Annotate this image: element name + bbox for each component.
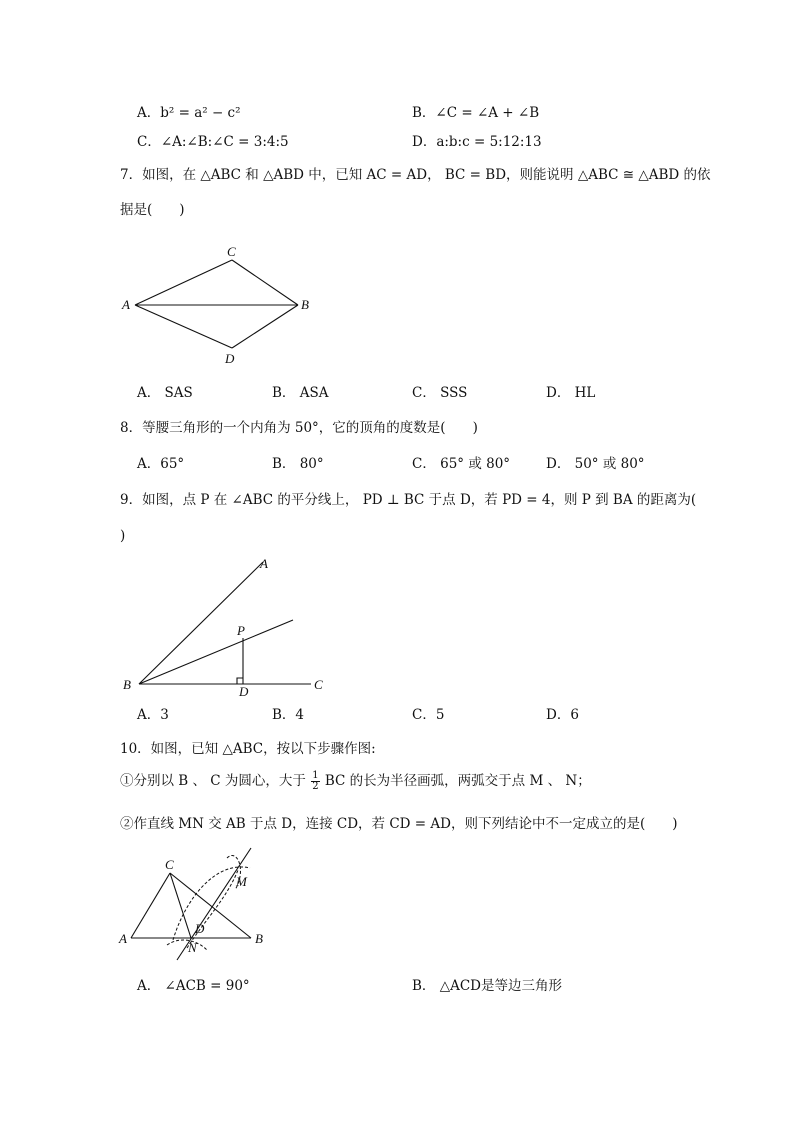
q10-label-d: D — [195, 921, 205, 936]
q6-option-b: B．∠C = ∠A + ∠B — [412, 105, 540, 121]
q7-label-d: D — [225, 351, 235, 366]
q9-stem-line2: ) — [120, 528, 126, 544]
q9-label-a: A — [260, 556, 268, 571]
q7-stem-line2: 据是( ) — [120, 202, 185, 218]
q10-step2: ②作直线 MN 交 AB 于点 D，连接 CD，若 CD = AD，则下列结论中不一定成立的是( ) — [120, 816, 678, 832]
q7-segment-db — [232, 305, 298, 348]
q9-option-c: C．5 — [412, 707, 445, 723]
q7-option-d: D． HL — [546, 385, 596, 401]
q10-option-b: B． △ACD是等边三角形 — [412, 978, 562, 994]
q9-option-b: B．4 — [272, 707, 305, 723]
q7-segment-cb — [232, 260, 298, 305]
q10-stem-line1: 10．如图，已知 △ABC，按以下步骤作图: — [120, 741, 376, 757]
q10-segment-ac — [131, 873, 170, 938]
q7-label-b: B — [301, 297, 309, 312]
q9-option-a: A．3 — [137, 707, 169, 723]
q6-option-a: A．b² = a² − c² — [137, 105, 241, 121]
q7-stem-line1: 7．如图，在 △ABC 和 △ABD 中，已知 AC = AD， BC = BD，则能说明 △ABC ≅ △ABD 的依 — [120, 167, 711, 183]
q7-segment-ad — [135, 305, 232, 348]
q8-option-d: D． 50° 或 80° — [546, 456, 645, 472]
q9-option-d: D．6 — [546, 707, 579, 723]
q6-option-c: C．∠A:∠B:∠C = 3:4:5 — [137, 134, 289, 150]
q10-fraction-denominator: 2 — [312, 781, 319, 792]
q6-option-d: D．a:b:c = 5:12:13 — [412, 134, 542, 150]
q8-option-b: B． 80° — [272, 456, 324, 472]
q7-option-c: C． SSS — [412, 385, 468, 401]
q9-label-c: C — [314, 677, 323, 692]
q10-label-b: B — [255, 931, 263, 946]
q10-label-a: A — [119, 931, 127, 946]
q7-label-a: A — [122, 297, 130, 312]
q7-option-b: B． ASA — [272, 385, 329, 401]
q8-stem: 8．等腰三角形的一个内角为 50°，它的顶角的度数是( ) — [120, 420, 478, 436]
q10-option-a: A． ∠ACB = 90° — [137, 978, 250, 994]
q7-option-a: A． SAS — [137, 385, 193, 401]
q10-label-m: M — [236, 874, 247, 889]
q7-label-c: C — [227, 244, 236, 259]
q10-step1-post: BC 的长为半径画弧，两弧交于点 M 、 N； — [324, 773, 591, 789]
q9-label-b: B — [123, 677, 131, 692]
q9-figure — [115, 550, 345, 700]
q8-option-a: A．65° — [137, 456, 185, 472]
q10-figure — [115, 840, 285, 965]
q9-label-p: P — [237, 623, 245, 638]
q9-bisector-ray — [139, 620, 293, 684]
q10-step1-pre: ①分别以 B 、 C 为圆心，大于 — [120, 773, 306, 789]
q7-figure — [115, 240, 325, 370]
q10-fraction-numerator: 1 — [312, 770, 319, 781]
q10-arc-from-b — [187, 870, 238, 948]
q8-option-c: C． 65° 或 80° — [412, 456, 511, 472]
q9-stem-line1: 9．如图，点 P 在 ∠ABC 的平分线上， PD ⊥ BC 于点 D，若 PD = 4，则 P 到 BA 的距离为( — [120, 492, 697, 508]
q10-label-n: N — [188, 940, 197, 955]
q7-segment-ac — [135, 260, 232, 305]
q10-fraction — [311, 771, 319, 792]
q10-label-c: C — [165, 857, 174, 872]
q9-label-d: D — [239, 684, 249, 699]
q10-step1 — [120, 771, 591, 792]
